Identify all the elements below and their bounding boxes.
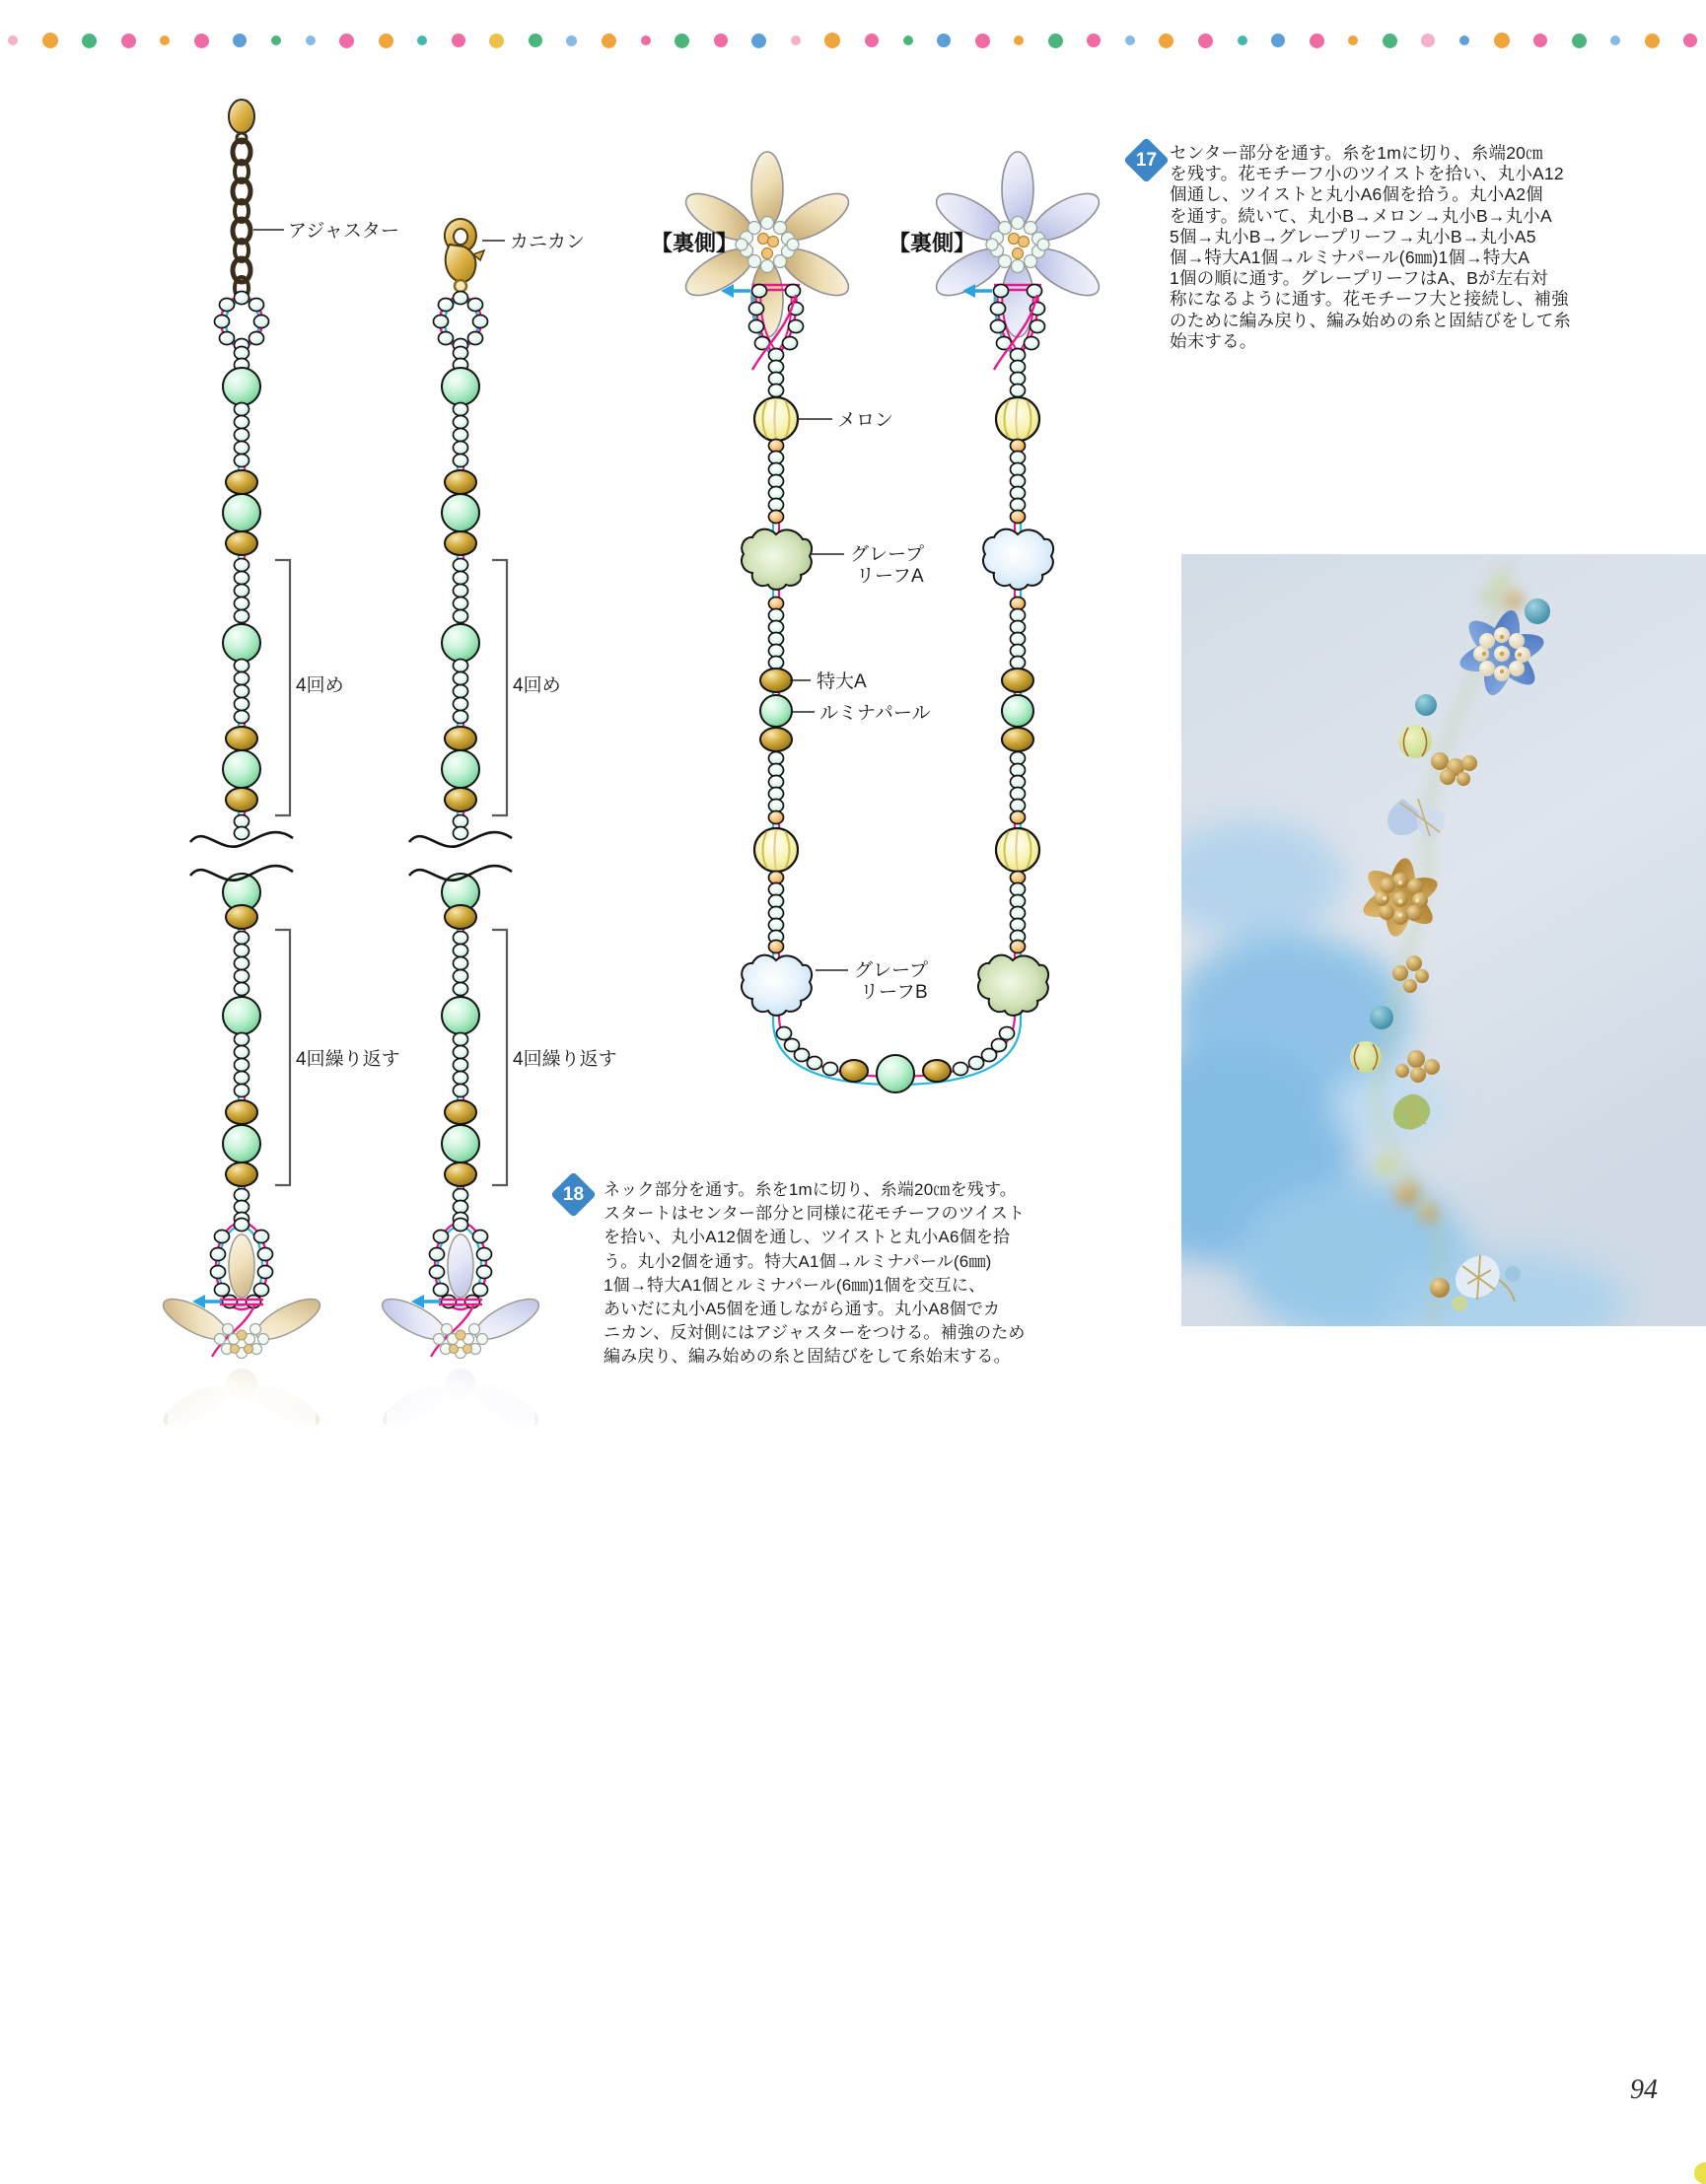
border-dot bbox=[1533, 34, 1547, 47]
tokudai-a-label: 特大A bbox=[817, 671, 867, 692]
step-17-text-line: 5個→丸小B→グレープリーフ→丸小B→丸小A5 bbox=[1170, 226, 1536, 247]
border-dot bbox=[1421, 34, 1435, 47]
repeat4-label-1: 4回繰り返す bbox=[296, 1049, 400, 1070]
step-17-text-line: 個通し、ツイストと丸小A6個を拾う。丸小A2個 bbox=[1170, 184, 1543, 205]
border-dot bbox=[1459, 35, 1469, 45]
back-side-label-2: 【裏側】 bbox=[889, 231, 976, 255]
neck-strand-clasp-diagram bbox=[377, 219, 544, 1440]
step-17-text-line: 1個の順に通す。グレープリーフはA、Bが左右対 bbox=[1170, 268, 1548, 289]
center-part-diagram bbox=[679, 152, 1106, 1092]
step-18-text-line: スタートはセンター部分と同様に花モチーフのツイスト bbox=[604, 1204, 1026, 1224]
page-number: 94 bbox=[1630, 2075, 1658, 2105]
border-dot bbox=[1494, 33, 1510, 48]
step-18-badge bbox=[550, 1171, 597, 1218]
border-dot bbox=[1683, 34, 1697, 47]
step-18-text-line: ニカン、反対側にはアジャスターをつける。補強のため bbox=[604, 1323, 1026, 1343]
step-18-text-line: ネック部分を通す。糸を1mに切り、糸端20㎝を残す。 bbox=[604, 1180, 1018, 1199]
border-dot bbox=[1645, 34, 1660, 48]
repeat4-label-2: 4回繰り返す bbox=[513, 1049, 617, 1070]
grape-leaf-b-label-line1: グレープ bbox=[854, 960, 929, 981]
grape-leaf-a-label-line2: リーフA bbox=[856, 566, 924, 587]
grape-leaf-b-label-line2: リーフB bbox=[860, 982, 928, 1003]
step-18-text-line: あいだに丸小A5個を通しながら通す。丸小A8個でカ bbox=[604, 1300, 1001, 1319]
adjuster-label: アジャスター bbox=[288, 221, 399, 242]
lumina-pearl-label: ルミナパール bbox=[819, 703, 931, 724]
step-18-text bbox=[604, 1178, 1037, 1370]
step-17-block bbox=[1130, 144, 1603, 381]
step-17-badge bbox=[1123, 137, 1170, 183]
step-17-text-line: 個→特大A1個→ルミナパール(6㎜)1個→特大A bbox=[1170, 247, 1530, 268]
step-18-block bbox=[557, 1178, 1031, 1385]
round4-label-1: 4回め bbox=[296, 675, 344, 696]
step-17-text bbox=[1170, 143, 1603, 352]
step-17-text-line: を通す。続いて、丸小B→メロン→丸小B→丸小A bbox=[1170, 205, 1552, 226]
border-dot bbox=[1383, 34, 1397, 48]
necklace-photo bbox=[1181, 554, 1706, 1326]
step-18-text-line: を拾い、丸小A12個を通し、ツイストと丸小A6個を拾 bbox=[604, 1228, 1011, 1247]
melon-label: メロン bbox=[837, 410, 894, 431]
corner-decoration-dot bbox=[1694, 2162, 1706, 2184]
step-17-text-line: 称になるように通す。花モチーフ大と接続し、補強 bbox=[1170, 289, 1569, 310]
neck-strand-adjuster-diagram bbox=[158, 100, 325, 1440]
center-bottom-beads bbox=[777, 1027, 1015, 1093]
border-dot bbox=[1271, 34, 1285, 47]
step-18-text-line: 1個→特大A1個とルミナパール(6㎜)1個を交互に、 bbox=[604, 1275, 986, 1295]
step-18-number: 18 bbox=[562, 1183, 585, 1205]
grape-leaf-a-label-line1: グレープ bbox=[850, 544, 925, 565]
step-17-text-line: を残す。花モチーフ小のツイストを拾い、丸小A12 bbox=[1170, 164, 1564, 184]
step-18-text-line: う。丸小2個を通す。特大A1個→ルミナパール(6㎜) bbox=[604, 1251, 992, 1271]
round4-label-2: 4回め bbox=[513, 675, 561, 696]
border-dot bbox=[1198, 34, 1213, 48]
step-17-text-line: センター部分を通す。糸を1mに切り、糸端20㎝ bbox=[1170, 143, 1543, 163]
back-side-label-1: 【裏側】 bbox=[651, 231, 739, 255]
step-18-text-line: 編み戻り、編み始めの糸と固結びをして糸始末する。 bbox=[604, 1347, 1011, 1367]
border-dot bbox=[1572, 34, 1587, 48]
step-17-number: 17 bbox=[1135, 149, 1158, 171]
adjuster-chain bbox=[229, 100, 254, 299]
step-17-text-line: 始末する。 bbox=[1170, 330, 1257, 351]
lobster-clasp bbox=[445, 219, 484, 292]
border-dot bbox=[1610, 35, 1620, 45]
step-17-text-line: のために編み戻り、編み始めの糸と固結びをして糸 bbox=[1170, 310, 1572, 330]
border-dot bbox=[1348, 35, 1358, 45]
border-dot bbox=[1238, 35, 1247, 45]
kanikan-label: カニカン bbox=[510, 232, 586, 252]
border-dot bbox=[1310, 34, 1324, 48]
